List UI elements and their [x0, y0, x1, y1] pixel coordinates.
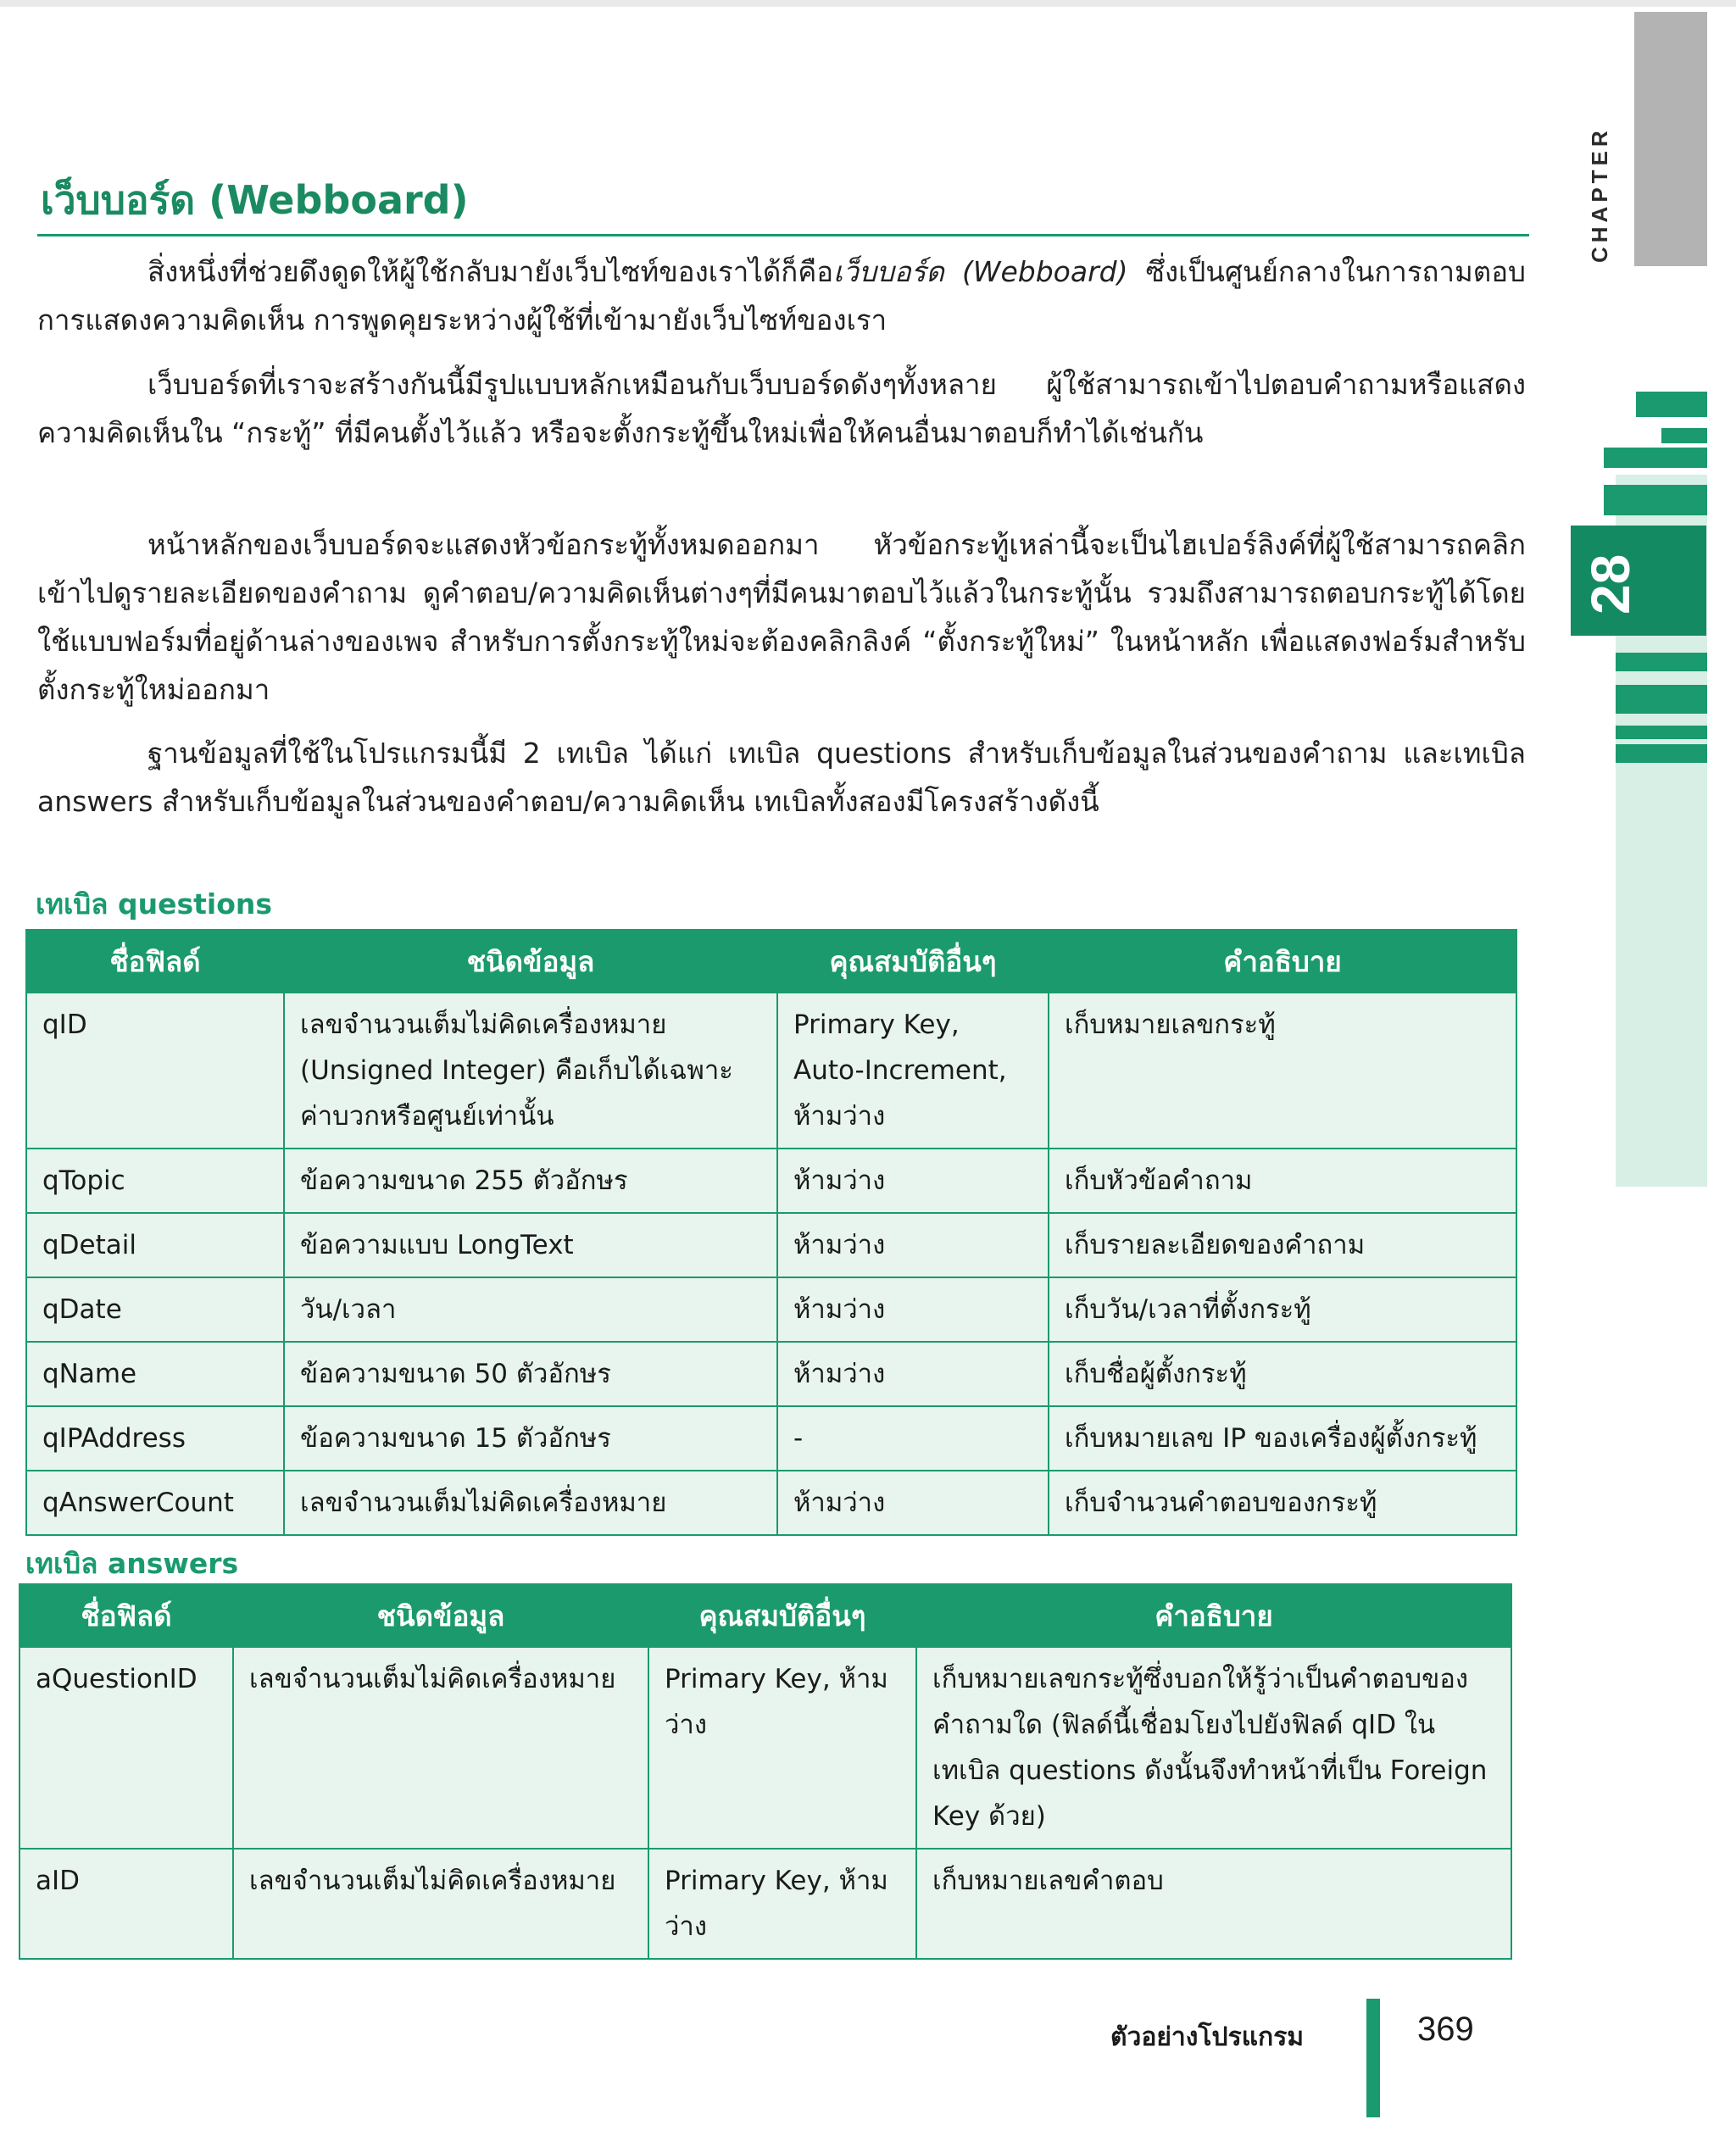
intro-paragraph — [37, 248, 1526, 344]
chapter-sidebar-top — [1634, 12, 1707, 266]
heading-underline — [37, 234, 1529, 236]
table-row — [26, 1342, 1516, 1406]
field-name-cell: aQuestionID — [19, 1647, 233, 1849]
properties-cell: ห้ามว่าง — [777, 1342, 1049, 1406]
table-row — [19, 1849, 1511, 1959]
description-cell: เก็บหมายเลขกระทู้ซึ่งบอกให้รู้ว่าเป็นคำตอบของคำถามใด (ฟิลด์นี้เชื่อมโยงไปยังฟิลด์ qID ในเทเบิล questions ดังนั้นจึงทำหน้าที่เป็น Foreign Key ด้วย) — [916, 1647, 1511, 1849]
table-row — [26, 1406, 1516, 1471]
table-header-row — [19, 1584, 1511, 1647]
properties-cell: ห้ามว่าง — [777, 1277, 1049, 1342]
description-cell: เก็บจำนวนคำตอบของกระทู้ — [1049, 1471, 1516, 1535]
column-header: คุณสมบัติอื่นๆ — [648, 1584, 916, 1647]
sidebar-stripe — [1616, 726, 1707, 739]
webboard-text: เว็บบอร์ดที่เราจะสร้างกันนี้มีรูปแบบหลักเหมือนกับเว็บบอร์ดดังๆทั้งหลาย ผู้ใช้สามารถเข้าไปตอบคำถามหรือแสดงความคิดเห็นใน “กระทู้” ที่มีคนตั้งไว้แล้ว หรือจะตั้งกระทู้ขึ้นใหม่เพื่อให้คนอื่นมาตอบก็ทำได้เช่นกัน — [37, 368, 1526, 449]
description-cell: เก็บหัวข้อคำถาม — [1049, 1149, 1516, 1213]
description-cell: เก็บหมายเลขคำตอบ — [916, 1849, 1511, 1959]
properties-cell: Primary Key, Auto-Increment, ห้ามว่าง — [777, 993, 1049, 1149]
database-paragraph — [37, 729, 1526, 826]
field-name-cell: qAnswerCount — [26, 1471, 284, 1535]
table-row — [26, 1277, 1516, 1342]
sidebar-stripe — [1604, 448, 1707, 468]
chapter-label: CHAPTER — [1587, 126, 1612, 263]
section-heading: เว็บบอร์ด (Webboard) — [41, 177, 469, 223]
data-type-cell: ข้อความขนาด 255 ตัวอักษร — [284, 1149, 777, 1213]
chapter-number: 28 — [1580, 553, 1641, 615]
sidebar-stripe — [1604, 485, 1707, 515]
description-cell: เก็บชื่อผู้ตั้งกระทู้ — [1049, 1342, 1516, 1406]
data-type-cell: เลขจำนวนเต็มไม่คิดเครื่องหมาย — [284, 1471, 777, 1535]
column-header: ชนิดข้อมูล — [284, 930, 777, 993]
column-header: คำอธิบาย — [1049, 930, 1516, 993]
column-header: ชื่อฟิลด์ — [26, 930, 284, 993]
sidebar-stripe — [1636, 392, 1707, 417]
description-cell: เก็บหมายเลขกระทู้ — [1049, 993, 1516, 1149]
properties-cell: ห้ามว่าง — [777, 1149, 1049, 1213]
sidebar-stripe — [1661, 428, 1707, 443]
sidebar-stripe — [1616, 685, 1707, 714]
sidebar-stripe — [1616, 653, 1707, 671]
data-type-cell: วัน/เวลา — [284, 1277, 777, 1342]
footer-divider — [1366, 1999, 1380, 2117]
mainpage-text: หน้าหลักของเว็บบอร์ดจะแสดงหัวข้อกระทู้ทั้งหมดออกมา หัวข้อกระทู้เหล่านี้จะเป็นไฮเปอร์ลิงค์ที่ผู้ใช้สามารถคลิกเข้าไปดูรายละเอียดของคำถาม ดูคำตอบ/ความคิดเห็นต่างๆที่มีคนมาตอบไว้แล้วในกระทู้นั้น รวมถึงสามารถตอบกระทู้ได้โดยใช้แบบฟอร์มที่อยู่ด้านล่างของเพจ สำหรับการตั้งกระทู้ใหม่จะต้องคลิกลิงค์ “ตั้งกระทู้ใหม่” ในหน้าหลัก เพื่อแสดงฟอร์มสำหรับตั้งกระทู้ใหม่ออกมา — [37, 528, 1526, 706]
description-cell: เก็บรายละเอียดของคำถาม — [1049, 1213, 1516, 1277]
description-cell: เก็บวัน/เวลาที่ตั้งกระทู้ — [1049, 1277, 1516, 1342]
footer-section-label: ตัวอย่างโปรแกรม — [1110, 2022, 1305, 2052]
data-type-cell: ข้อความขนาด 15 ตัวอักษร — [284, 1406, 777, 1471]
table-row — [26, 993, 1516, 1149]
field-name-cell: aID — [19, 1849, 233, 1959]
field-name-cell: qDate — [26, 1277, 284, 1342]
column-header: ชื่อฟิลด์ — [19, 1584, 233, 1647]
webboard-paragraph — [37, 360, 1526, 457]
data-type-cell: เลขจำนวนเต็มไม่คิดเครื่องหมาย (Unsigned Integer) คือเก็บได้เฉพาะค่าบวกหรือศูนย์เท่านั้น — [284, 993, 777, 1149]
sidebar-stripe — [1616, 744, 1707, 763]
description-cell: เก็บหมายเลข IP ของเครื่องผู้ตั้งกระทู้ — [1049, 1406, 1516, 1471]
data-type-cell: เลขจำนวนเต็มไม่คิดเครื่องหมาย — [233, 1647, 648, 1849]
table-row — [26, 1471, 1516, 1535]
data-type-cell: ข้อความขนาด 50 ตัวอักษร — [284, 1342, 777, 1406]
answers-table — [19, 1583, 1512, 1960]
database-text: ฐานข้อมูลที่ใช้ในโปรแกรมนี้มี 2 เทเบิล ได้แก่ เทเบิล questions สำหรับเก็บข้อมูลในส่วนของคำถาม และเทเบิล answers สำหรับเก็บข้อมูลในส่วนของคำตอบ/ความคิดเห็น เทเบิลทั้งสองมีโครงสร้างดังนี้ — [37, 737, 1526, 818]
field-name-cell: qName — [26, 1342, 284, 1406]
data-type-cell: ข้อความแบบ LongText — [284, 1213, 777, 1277]
properties-cell: Primary Key, ห้ามว่าง — [648, 1647, 916, 1849]
properties-cell: ห้ามว่าง — [777, 1213, 1049, 1277]
intro-text-end: ซึ่งเป็นศูนย์กลางในการถามตอบ การแสดงความคิดเห็น การพูดคุยระหว่างผู้ใช้ที่เข้ามายังเว็บไซท์ของเรา — [37, 255, 1526, 337]
data-type-cell: เลขจำนวนเต็มไม่คิดเครื่องหมาย — [233, 1849, 648, 1959]
field-name-cell: qID — [26, 993, 284, 1149]
table-row — [26, 1149, 1516, 1213]
table-row — [19, 1647, 1511, 1849]
column-header: คำอธิบาย — [916, 1584, 1511, 1647]
page-number: 369 — [1417, 2011, 1474, 2048]
field-name-cell: qIPAddress — [26, 1406, 284, 1471]
properties-cell: ห้ามว่าง — [777, 1471, 1049, 1535]
page-top-edge — [0, 0, 1736, 7]
table-header-row — [26, 930, 1516, 993]
column-header: ชนิดข้อมูล — [233, 1584, 648, 1647]
column-header: คุณสมบัติอื่นๆ — [777, 930, 1049, 993]
properties-cell: - — [777, 1406, 1049, 1471]
questions-table-caption: เทเบิล questions — [36, 887, 273, 921]
questions-table — [25, 929, 1517, 1536]
field-name-cell: qDetail — [26, 1213, 284, 1277]
intro-text: สิ่งหนึ่งที่ช่วยดึงดูดให้ผู้ใช้กลับมายังเว็บไซท์ของเราได้ก็คือ — [147, 255, 834, 288]
intro-emphasis: เว็บบอร์ด (Webboard) — [833, 255, 1128, 288]
properties-cell: Primary Key, ห้ามว่าง — [648, 1849, 916, 1959]
field-name-cell: qTopic — [26, 1149, 284, 1213]
mainpage-paragraph — [37, 520, 1526, 714]
table-row — [26, 1213, 1516, 1277]
answers-table-caption: เทเบิล answers — [25, 1547, 239, 1580]
